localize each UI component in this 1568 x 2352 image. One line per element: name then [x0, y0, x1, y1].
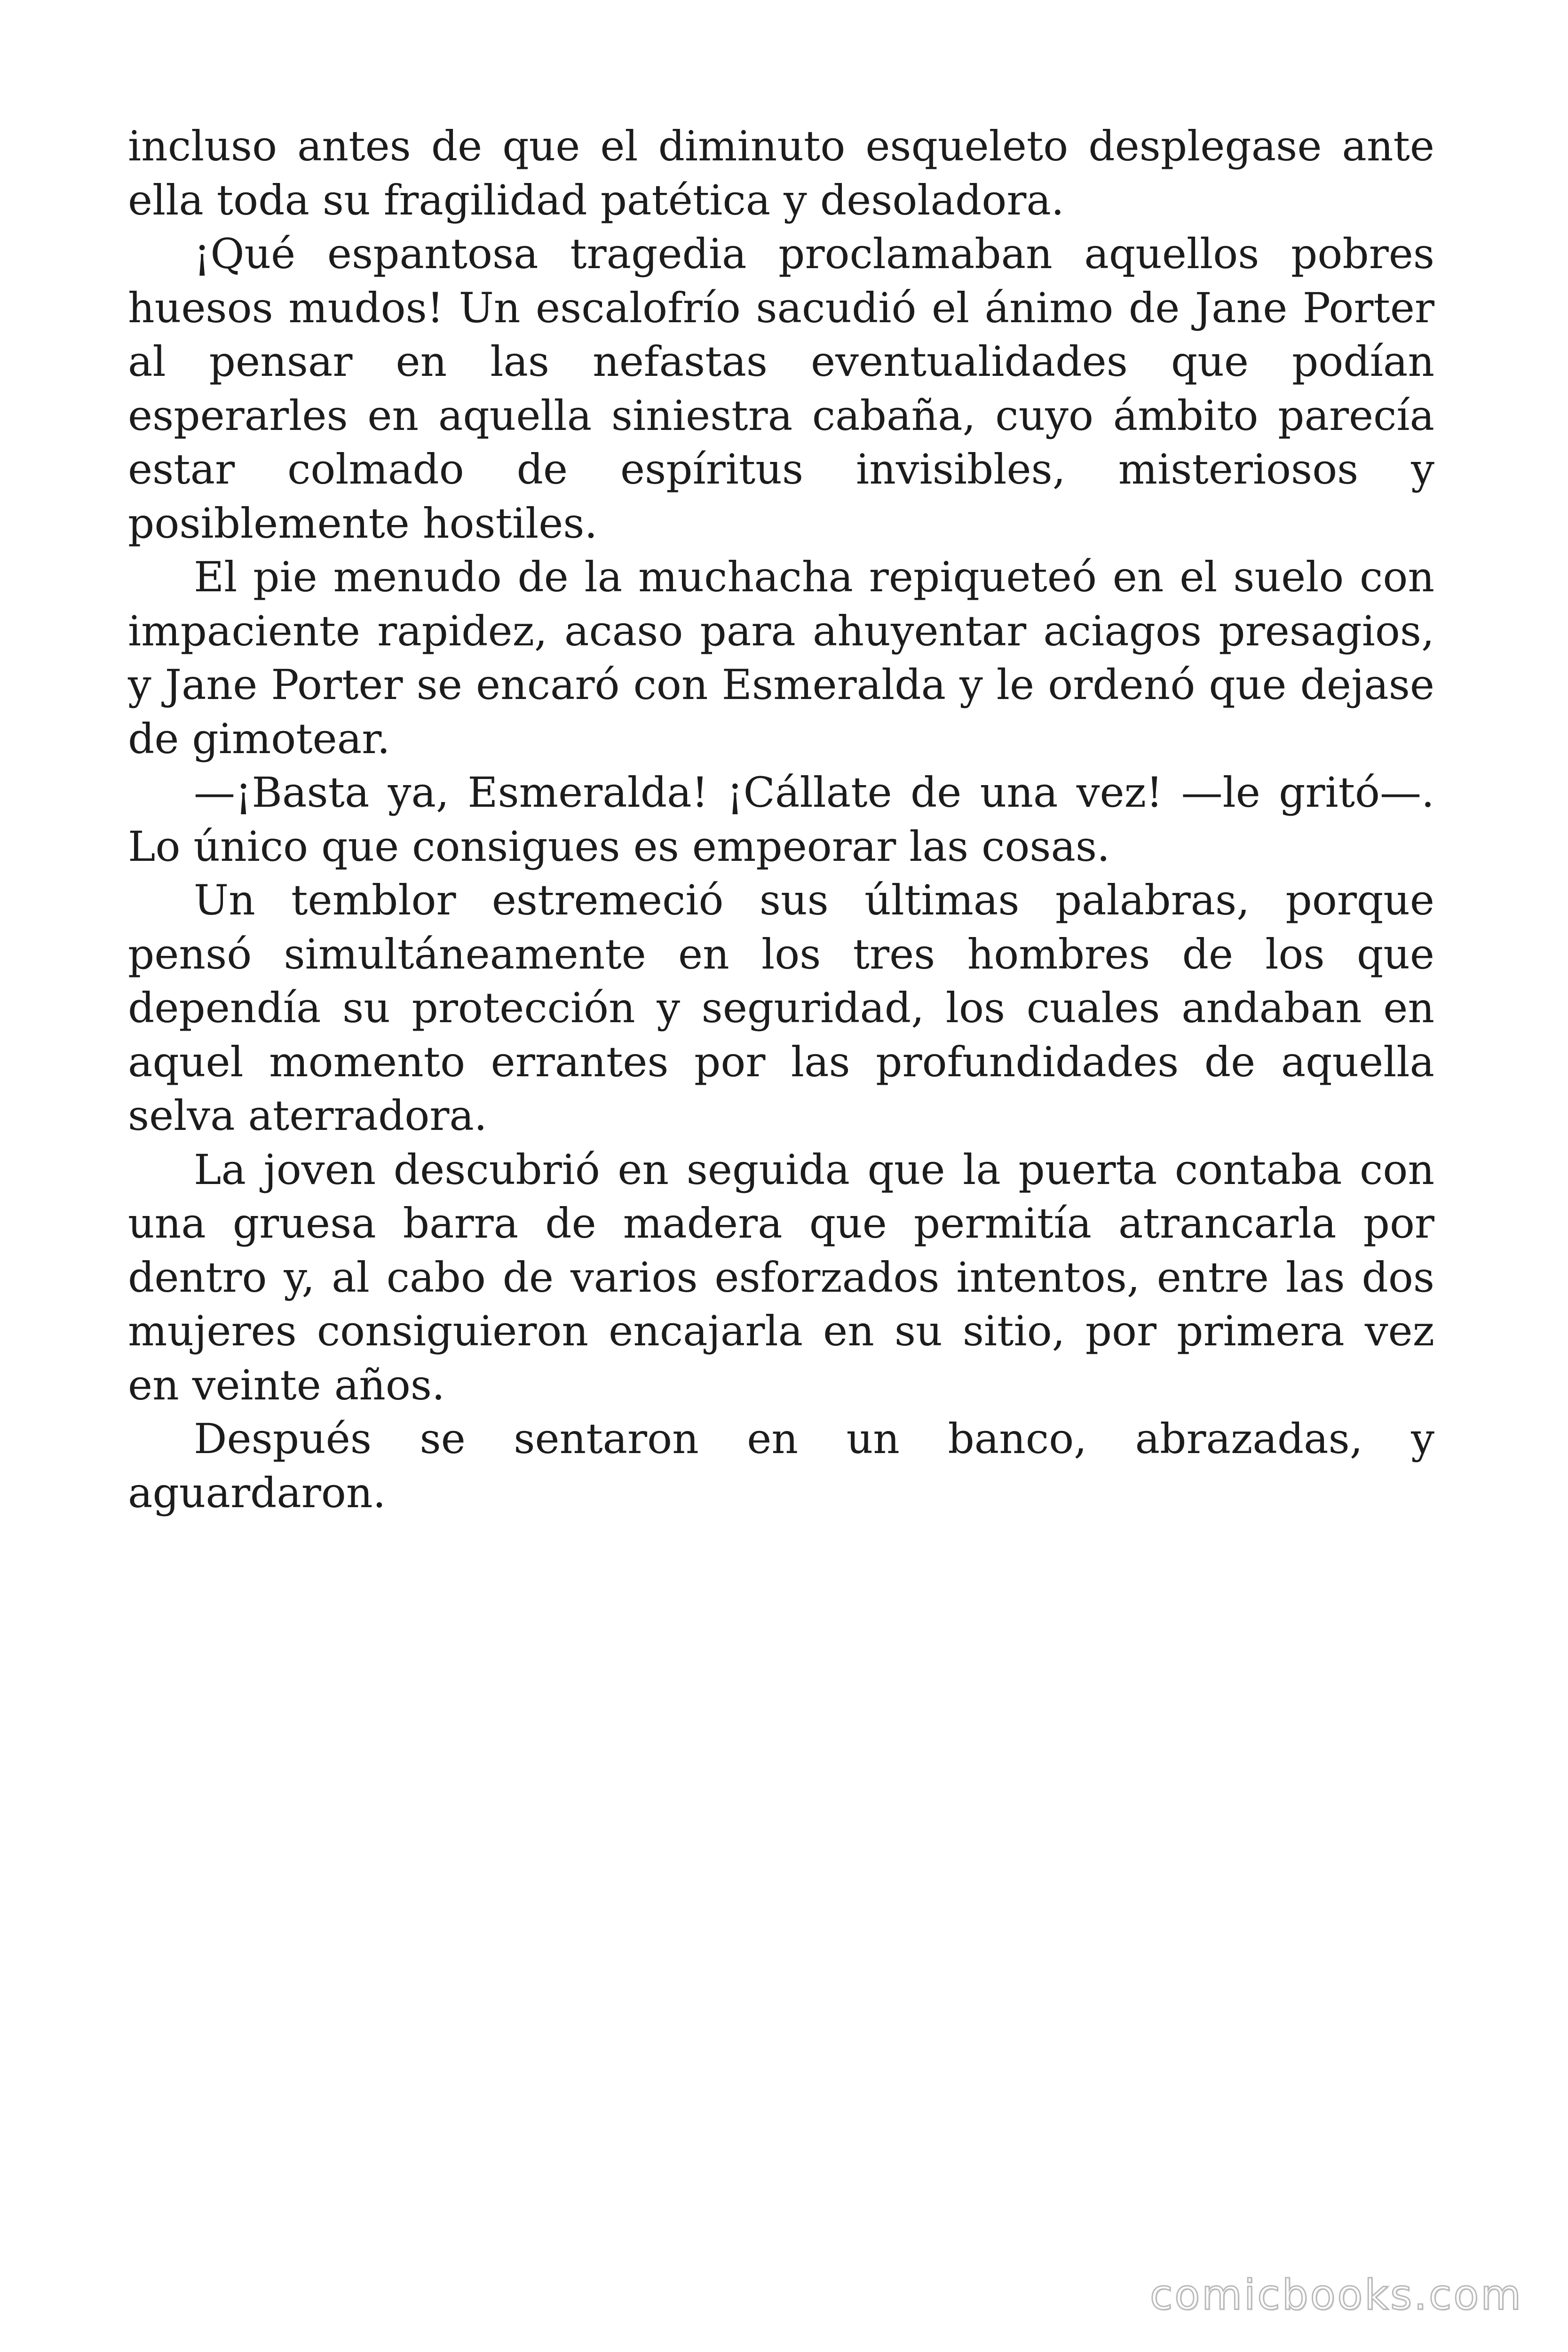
paragraph: La joven descubrió en seguida que la puerta contaba con una gruesa barra de madera que permitía atrancarla por dentro y, al cabo de varios esforzados intentos, entre las dos mujeres consiguieron encajarla en su sitio, por primera vez en veinte años. [128, 1145, 1434, 1409]
dialogue-paragraph: —¡Basta ya, Esmeralda! ¡Cállate de una vez! —le gritó—. Lo único que consigues es empeorar las cosas. [128, 768, 1434, 871]
page-text [128, 119, 1434, 1520]
paragraph: Después se sentaron en un banco, abrazadas, y aguardaron. [128, 1414, 1434, 1517]
watermark: comicbooks.com [1149, 2271, 1523, 2319]
paragraph: El pie menudo de la muchacha repiqueteó en el suelo con impaciente rapidez, acaso para ahuyentar aciagos presagios, y Jane Porter se encaró con Esmeralda y le ordenó que dejase de gimotear. [128, 553, 1434, 763]
paragraph: Un temblor estremeció sus últimas palabras, porque pensó simultáneamente en los tres hombres de los que dependía su protección y seguridad, los cuales andaban en aquel momento errantes por las profundidades de aquella selva aterradora. [128, 876, 1434, 1140]
paragraph-continued: incluso antes de que el diminuto esqueleto desplegase ante ella toda su fragilidad patética y desoladora. [128, 122, 1434, 224]
paragraph: ¡Qué espantosa tragedia proclamaban aquellos pobres huesos mudos! Un escalofrío sacudió el ánimo de Jane Porter al pensar en las nefastas eventualidades que podían esperarles en aquella siniestra cabaña, cuyo ámbito parecía estar colmado de espíritus invisibles, misteriosos y posiblemente hostiles. [128, 230, 1434, 548]
